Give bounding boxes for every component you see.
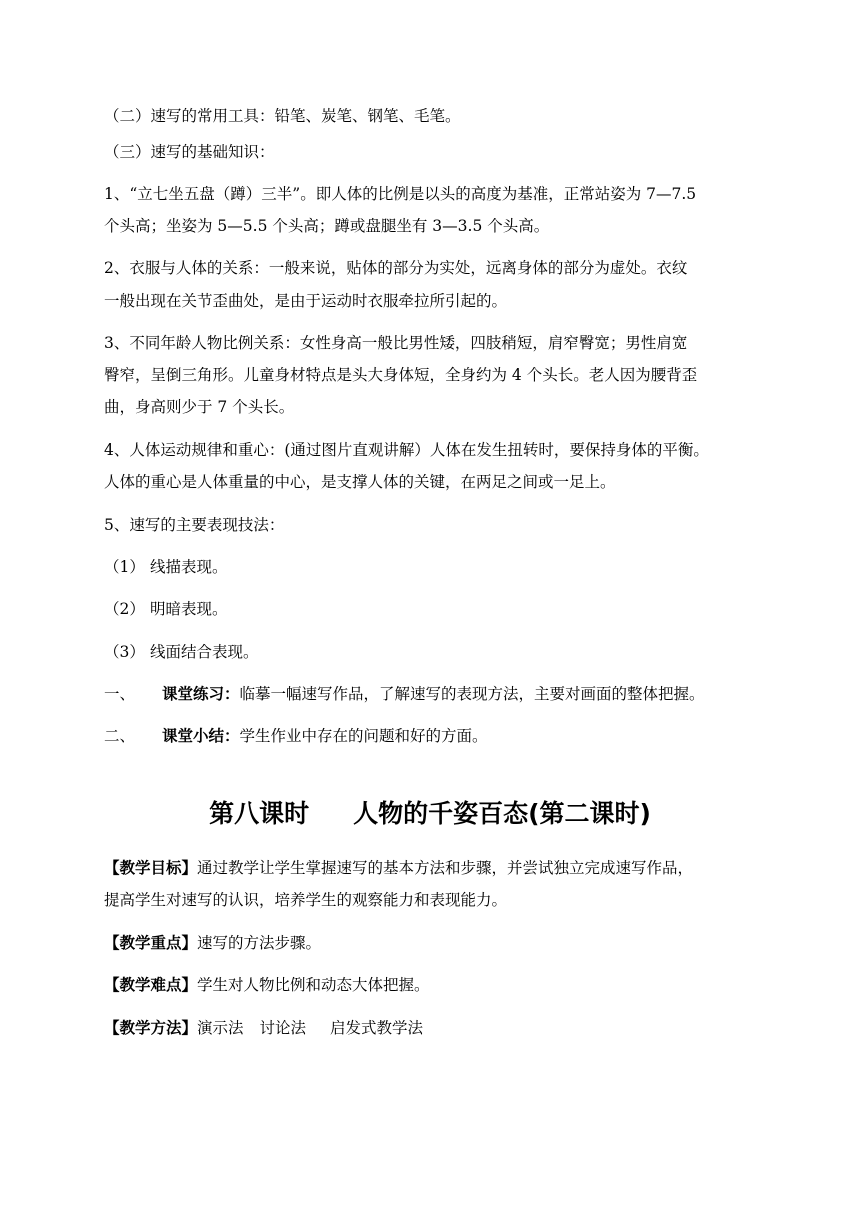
section-text: 临摹一幅速写作品，了解速写的表现方法，主要对画面的整体把握。: [239, 685, 705, 703]
technique-number: （3）: [104, 643, 145, 661]
lesson-title: 人物的千姿百态(第二课时): [353, 799, 651, 828]
basics-heading: （三）速写的基础知识：: [104, 143, 275, 161]
section-number: 一、: [104, 685, 136, 703]
paragraph-2-line-1: 2、衣服与人体的关系：一般来说，贴体的部分为实处，远离身体的部分为虚处。衣纹: [104, 259, 688, 277]
paragraph-2-line-2: 一般出现在关节歪曲处，是由于运动时衣服牵拉所引起的。: [104, 292, 508, 310]
teaching-goal-line-1: [104, 850, 764, 886]
teaching-difficulty: [104, 967, 764, 1003]
lesson-number: 第八课时: [209, 799, 310, 828]
classroom-practice: [104, 676, 764, 712]
section-label: 课堂小结：: [162, 726, 240, 745]
technique-number: （1）: [104, 558, 145, 576]
teaching-goal-line-2: 提高学生对速写的认识，培养学生的观察能力和表现能力。: [104, 891, 508, 909]
paragraph-1-line-1: 1、“立七坐五盘（蹲）三半”。即人体的比例是以头的高度为基准，正常站姿为 7—7.5: [104, 185, 697, 203]
teaching-key-label: 【教学重点】: [104, 933, 198, 952]
teaching-goal-label: 【教学目标】: [104, 858, 198, 877]
paragraph-4-line-1: 4、人体运动规律和重心：(通过图片直观讲解）人体在发生扭转时，要保持身体的平衡。: [104, 441, 709, 459]
teaching-key-text: 速写的方法步骤。: [197, 934, 322, 952]
teaching-difficulty-label: 【教学难点】: [104, 975, 198, 994]
technique-item: [104, 549, 764, 585]
technique-text: 明暗表现。: [150, 600, 228, 618]
section-text: 学生作业中存在的问题和好的方面。: [239, 727, 488, 745]
paragraph-3-line-3: 曲，身高则少于 7 个头长。: [104, 398, 295, 416]
technique-text: 线面结合表现。: [150, 643, 259, 661]
teaching-method-2: 讨论法: [259, 1019, 307, 1037]
technique-text: 线描表现。: [150, 558, 228, 576]
teaching-method: [104, 1010, 764, 1046]
technique-item: [104, 591, 764, 627]
paragraph-3-line-2: 臀窄，呈倒三角形。儿童身材特点是头大身体短，全身约为 4 个头长。老人因为腰背歪: [104, 366, 698, 384]
section-number: 二、: [104, 727, 136, 745]
teaching-goal-text: 通过教学让学生掌握速写的基本方法和步骤，并尝试独立完成速写作品，: [197, 859, 694, 877]
paragraph-3-line-1: 3、不同年龄人物比例关系：女性身高一般比男性矮，四肢稍短，肩窄臀宽；男性肩宽: [104, 334, 688, 352]
section-label: 课堂练习：: [162, 684, 240, 703]
paragraph-5: 5、速写的主要表现技法：: [104, 516, 285, 534]
paragraph-1-line-2: 个头高；坐姿为 5—5.5 个头高；蹲或盘腿坐有 3—3.5 个头高。: [104, 217, 550, 235]
teaching-method-1: 演示法: [197, 1019, 244, 1037]
tools-paragraph: （二）速写的常用工具：铅笔、炭笔、钢笔、毛笔。: [104, 107, 461, 125]
teaching-method-3: 启发式教学法: [330, 1019, 424, 1037]
lesson-heading: [0, 792, 860, 836]
technique-number: （2）: [104, 600, 145, 618]
classroom-summary: [104, 718, 764, 754]
teaching-method-label: 【教学方法】: [104, 1018, 198, 1037]
teaching-difficulty-text: 学生对人物比例和动态大体把握。: [197, 976, 430, 994]
paragraph-4-line-2: 人体的重心是人体重量的中心，是支撑人体的关键，在两足之间或一足上。: [104, 473, 616, 491]
teaching-key-point: [104, 925, 764, 961]
technique-item: [104, 634, 764, 670]
